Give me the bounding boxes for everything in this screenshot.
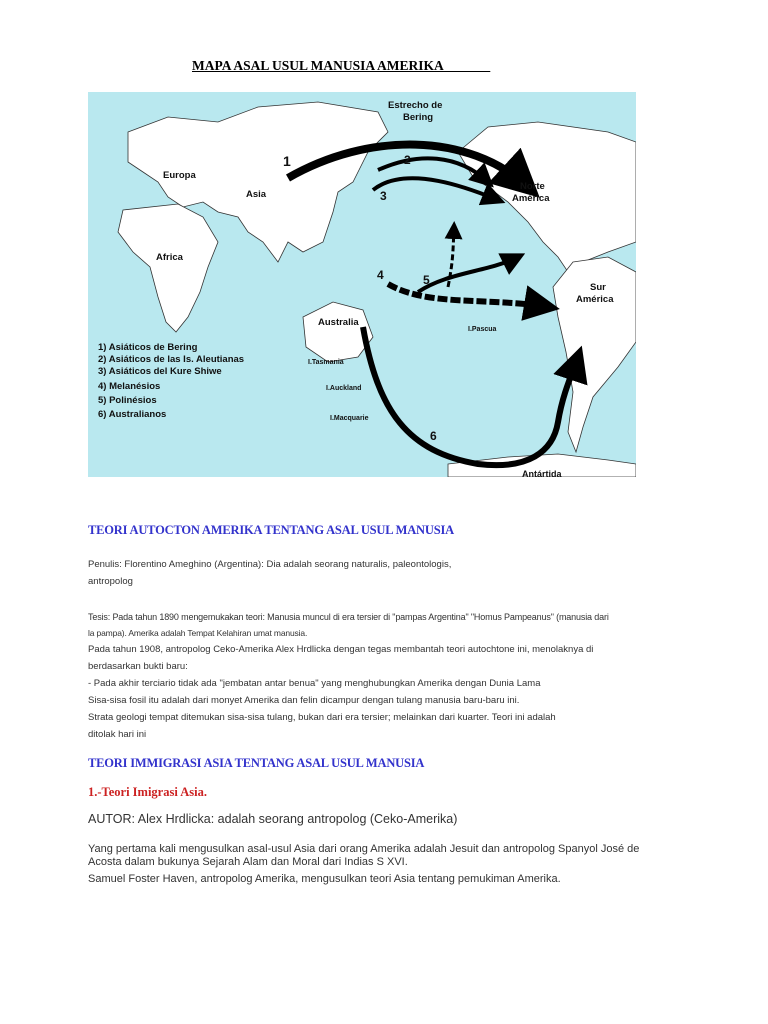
label-macquarie: I.Macquarie xyxy=(330,415,369,422)
section1-heading: TEORI AUTOCTON AMERIKA TENTANG ASAL USUL MANUSIA xyxy=(88,523,454,537)
map-legend xyxy=(98,342,244,420)
route-5 xyxy=(418,257,518,292)
section1-line-10: ditolak hari ini xyxy=(88,729,147,740)
section2-para-line-1: Yang pertama kali mengusulkan asal-usul Asia dari orang Amerika adalah Jesuit dan antropolog Spanyol José de xyxy=(88,843,640,855)
route-number-3: 3 xyxy=(380,189,387,203)
legend-item-6: 6) Australianos xyxy=(98,409,167,420)
label-antartida: Antártida xyxy=(522,469,562,477)
label-auckland: I.Auckland xyxy=(326,385,362,392)
label-bering-1: Estrecho de xyxy=(388,100,443,111)
map-svg xyxy=(88,92,636,477)
section2-subheading: 1.-Teori Imigrasi Asia. xyxy=(88,785,207,799)
label-tasmania: I.Tasmania xyxy=(308,359,344,366)
route-4 xyxy=(388,284,548,307)
section1-line-2: antropolog xyxy=(88,576,133,587)
label-norte-2: América xyxy=(512,193,550,204)
label-asia: Asia xyxy=(246,189,267,200)
label-norte-1: Norte xyxy=(520,181,545,192)
legend-item-2: 2) Asiáticos de las Is. Aleutianas xyxy=(98,354,245,365)
section1-line-9: Strata geologi tempat ditemukan sisa-sisa tulang, bukan dari era tersier; melainkan dari kuarter. Teori ini adalah xyxy=(88,712,556,723)
route-number-4: 4 xyxy=(377,268,384,282)
section1-line-1: Penulis: Florentino Ameghino (Argentina): Dia adalah seorang naturalis, paleontologis, xyxy=(88,559,452,570)
label-europa: Europa xyxy=(163,170,196,181)
section1-line-8: Sisa-sisa fosil itu adalah dari monyet Amerika dan felin dicampur dengan tulang manusia baru-baru ini. xyxy=(88,695,520,706)
section1-line-5: Pada tahun 1908, antropolog Ceko-Amerika Alex Hrdlicka dengan tegas membantah teori autochtone ini, menolaknya di xyxy=(88,644,594,655)
section2-para-line-3: Samuel Foster Haven, antropolog Amerika, mengusulkan teori Asia tentang pemukiman Amerika. xyxy=(88,873,561,885)
route-number-5: 5 xyxy=(423,273,430,287)
section1-line-3: Tesis: Pada tahun 1890 mengemukakan teori: Manusia muncul di era tersier di "pampas Argentina" "Homus Pampeanus" (manusia dari xyxy=(88,612,609,622)
section2-heading: TEORI IMMIGRASI ASIA TENTANG ASAL USUL MANUSIA xyxy=(88,756,425,770)
legend-item-4: 4) Melanésios xyxy=(98,381,161,392)
label-pascua: I.Pascua xyxy=(468,326,497,333)
section1-line-4: la pampa). Amerika adalah Tempat Kelahiran umat manusia. xyxy=(88,628,308,638)
legend-item-5: 5) Polinésios xyxy=(98,395,157,406)
label-sur-2: América xyxy=(576,294,614,305)
label-australia: Australia xyxy=(318,317,359,328)
route-number-2: 2 xyxy=(404,153,411,167)
document-title: MAPA ASAL USUL MANUSIA AMERIKA xyxy=(192,58,491,73)
migration-map xyxy=(88,92,636,477)
route-number-1: 1 xyxy=(283,153,291,169)
africa-land xyxy=(118,204,218,332)
route-number-6: 6 xyxy=(430,429,437,443)
label-sur-1: Sur xyxy=(590,282,606,293)
section1-line-6: berdasarkan bukti baru: xyxy=(88,661,188,672)
section2-para-line-2: Acosta dalam bukunya Sejarah Alam dan Moral dari Indias S XVI. xyxy=(88,856,408,868)
section2-autor: AUTOR: Alex Hrdlicka: adalah seorang antropolog (Ceko-Amerika) xyxy=(88,812,458,826)
label-bering-2: Bering xyxy=(403,112,434,123)
route-6 xyxy=(363,327,578,465)
section1-line-7: - Pada akhir terciario tidak ada "jembatan antar benua" yang menghubungkan Amerika dengan Dunia Lama xyxy=(88,678,541,689)
legend-item-3: 3) Asiáticos del Kure Shiwe xyxy=(98,366,222,377)
label-africa: Africa xyxy=(156,252,183,263)
legend-item-1: 1) Asiáticos de Bering xyxy=(98,342,198,353)
